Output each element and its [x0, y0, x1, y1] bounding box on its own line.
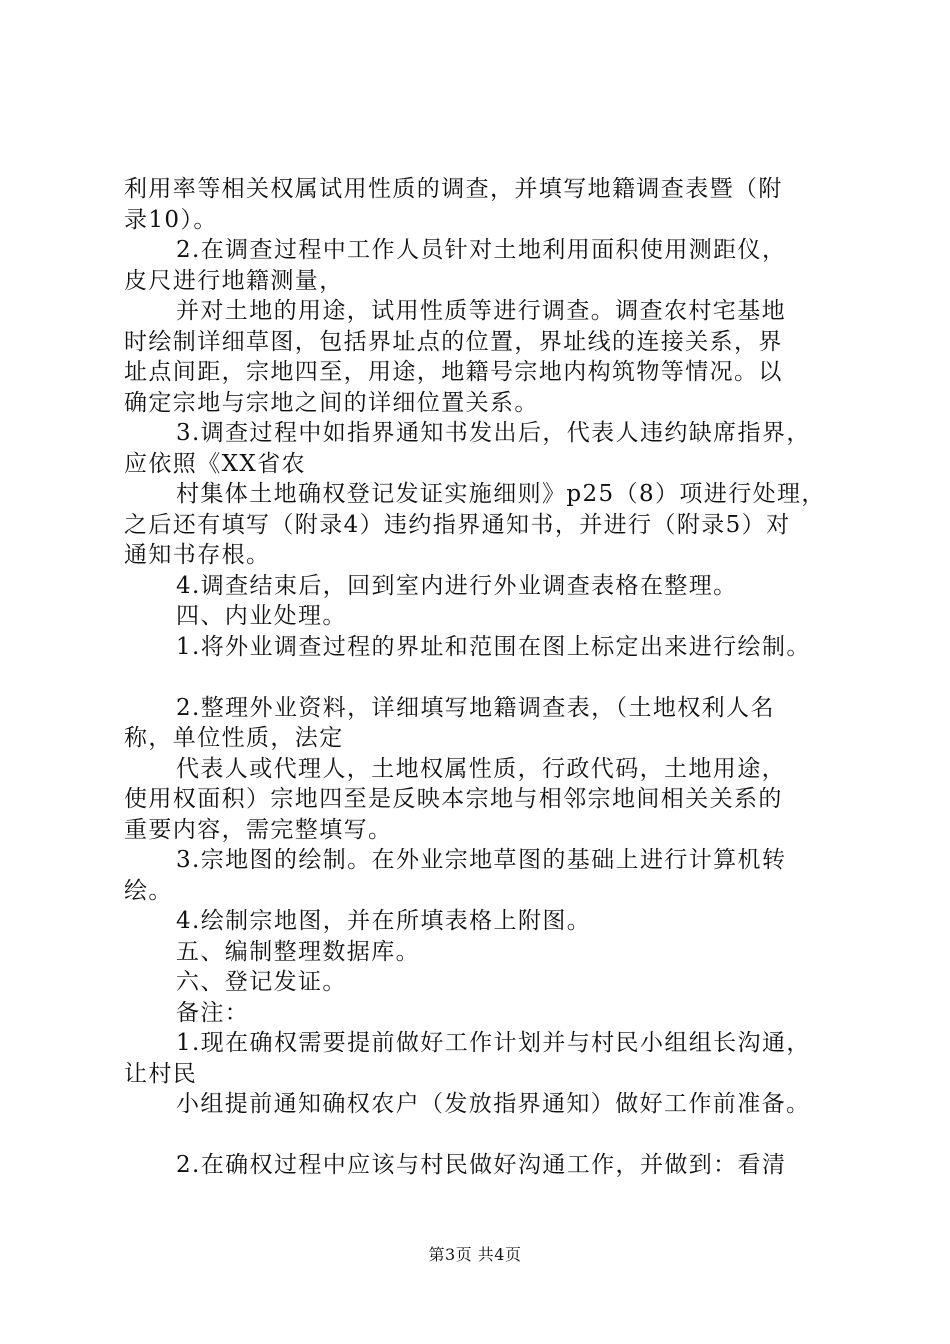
text-line: 绘。: [124, 877, 173, 904]
text-line: 3.宗地图的绘制。在外业宗地草图的基础上进行计算机转: [176, 847, 787, 873]
text-line: 1.现在确权需要提前做好工作计划并与村民小组组长沟通，: [176, 1030, 811, 1056]
text-line: 2.在确权过程中应该与村民做好沟通工作，并做到：看清: [176, 1152, 787, 1178]
text-line: 4.调查结束后，回到室内进行外业调查表格在整理。: [176, 572, 738, 599]
text-line: 1.将外业调查过程的界址和范围在图上标定出来进行绘制。: [176, 633, 811, 660]
text-line: 4.绘制宗地图，并在所填表格上附图。: [176, 908, 592, 934]
text-line: 通知书存根。: [124, 542, 271, 568]
text-line: 时绘制详细草图，包括界址点的位置，界址线的连接关系，界: [124, 328, 783, 355]
notes-heading: 备注：: [176, 999, 250, 1026]
text-line: 应依照《XX省农: [124, 450, 306, 477]
blank-line: [124, 662, 844, 693]
text-line: 确定宗地与宗地之间的详细位置关系。: [124, 389, 539, 416]
section-heading: 六、登记发证。: [176, 969, 347, 995]
document-body: [124, 174, 844, 1181]
text-line: 皮尺进行地籍测量，: [124, 267, 344, 294]
text-line: 之后还有填写（附录4）违约指界通知书，并进行（附录5）对: [124, 511, 791, 538]
text-line: 村集体土地确权登记发证实施细则》p25（8）项进行处理，: [176, 481, 826, 507]
text-line: 并对土地的用途，试用性质等进行调查。调查农村宅基地: [176, 298, 786, 324]
text-line: 录10）。: [124, 206, 218, 233]
text-line: 使用权面积）宗地四至是反映本宗地与相邻宗地间相关关系的: [124, 786, 783, 812]
text-line: 3.调查过程中如指界通知书发出后，代表人违约缺席指界，: [176, 420, 811, 446]
text-line: 让村民: [124, 1060, 198, 1087]
blank-line: [124, 1120, 844, 1151]
text-line: 代表人或代理人，土地权属性质，行政代码，土地用途，: [176, 755, 786, 782]
text-line: 称，单位性质，法定: [124, 725, 344, 751]
text-line: 利用率等相关权属试用性质的调查，并填写地籍调查表暨（附: [124, 176, 783, 202]
text-line: 2.整理外业资料，详细填写地籍调查表，（土地权利人名: [176, 694, 775, 721]
text-line: 址点间距，宗地四至，用途，地籍号宗地内构筑物等情况。以: [124, 359, 783, 385]
text-line: 重要内容，需完整填写。: [124, 816, 393, 843]
text-line: 2.在调查过程中工作人员针对土地利用面积使用测距仪，: [176, 237, 787, 263]
text-line: 小组提前通知确权农户（发放指界通知）做好工作前准备。: [176, 1091, 811, 1117]
page-number-footer: 第3页 共4页: [428, 1245, 522, 1264]
section-heading: 四、内业处理。: [176, 603, 347, 629]
section-heading: 五、编制整理数据库。: [176, 938, 420, 965]
